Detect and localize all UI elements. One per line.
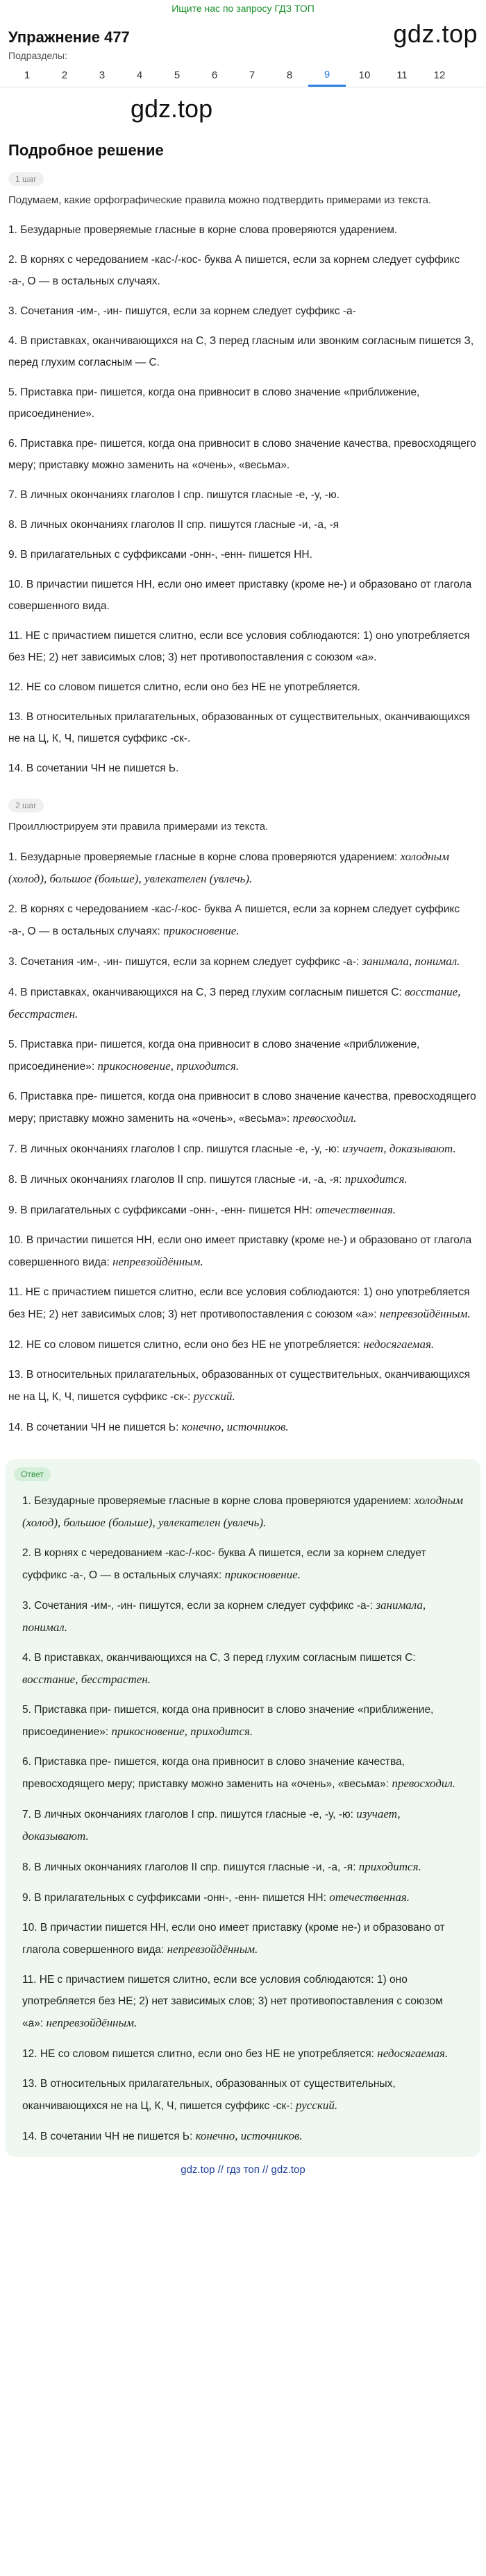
subsections-label: Подразделы: [8, 50, 67, 61]
rule-item: 4. В приставках, оканчивающихся на С, З перед гласным или звонким согласным пишется З, перед глухим согласным — С. [8, 335, 474, 368]
example-item [0, 946, 486, 977]
subsection-tab-9[interactable]: 9 [308, 65, 346, 87]
answer-rule-text: 1. Безударные проверяемые гласные в корне слова проверяются ударением: [22, 1495, 414, 1507]
example-rule-text: 7. В личных окончаниях глаголов I спр. пишутся гласные -е, -у, -ю: [8, 1143, 343, 1155]
rule-item: 2. В корнях с чередованием -кас-/-кос- буква А пишется, если за корнем следует суффикс -а-, О — в остальных случаях. [8, 254, 460, 287]
rule-item: 5. Приставка при- пишется, когда она привносит в слово значение «приближение, присоединение». [8, 386, 420, 420]
rule-item: 12. НЕ со словом пишется слитно, если оно без НЕ не употребляется. [8, 681, 360, 693]
rule-item: 9. В прилагательных с суффиксами -онн-, -енн- пишется НН. [8, 549, 312, 561]
answer-rule-text: 12. НЕ со словом пишется слитно, если оно без НЕ не употребляется: [22, 2048, 378, 2060]
rule-item: 3. Сочетания -им-, -ин- пишутся, если за корнем следует суффикс -а- [8, 305, 356, 317]
subsection-pager [0, 64, 486, 87]
answer-rule-text: 3. Сочетания -им-, -ин- пишутся, если за корнем следует суффикс -а-: [22, 1600, 376, 1612]
answer-item [11, 1643, 475, 1695]
answer-example-text: занимала, понимал. [22, 1598, 426, 1634]
example-rule-text: 5. Приставка при- пишется, когда она привносит в слово значение «приближение, присоединение»: [8, 1039, 420, 1073]
answer-rule-text: 2. В корнях с чередованием -кас-/-кос- буква А пишется, если за корнем следует суффикс -а-, О — в остальных случаях: [22, 1547, 426, 1581]
example-rule-text: 1. Безударные проверяемые гласные в корне слова проверяются ударением: [8, 851, 401, 863]
brand-logo[interactable]: gdz.top [393, 19, 478, 48]
subsection-tab-5[interactable]: 5 [174, 69, 181, 81]
example-rule-text: 3. Сочетания -им-, -ин- пишутся, если за корнем следует суффикс -а-: [8, 956, 362, 968]
step-1-badge: 1 шаг [8, 172, 44, 186]
example-example-text: холодным (холод), большое (больше), увлекателен (увлечь). [8, 850, 449, 885]
answer-item [11, 1913, 475, 1965]
rule-item: 13. В относительных прилагательных, образованных от существительных, оканчивающихся не на Ц, К, Ч, пишется суффикс -ск-. [8, 711, 471, 744]
subsection-tab-10[interactable]: 10 [358, 69, 371, 81]
answer-example-text: восстание, бесстрастен. [22, 1673, 151, 1686]
answer-item [11, 2038, 475, 2069]
answer-rule-text: 14. В сочетании ЧН не пишется Ь: [22, 2131, 196, 2142]
example-example-text: недосягаемая. [363, 1338, 435, 1351]
answer-item [11, 1538, 475, 1590]
rule-item: 10. В причастии пишется НН, если оно имеет приставку (кроме не-) и образовано от глагола совершенного вида. [8, 579, 472, 612]
step-1-list [0, 215, 486, 783]
answer-rule-text: 13. В относительных прилагательных, образованных от существительных, оканчивающихся не на Ц, К, Ч, пишется суффикс -ск-: [22, 2078, 396, 2112]
subsection-tab-7[interactable]: 7 [249, 69, 255, 81]
search-hint-link[interactable]: Ищите нас по запросу ГДЗ ТОП [171, 3, 315, 14]
answer-example-text: холодным (холод), большое (больше), увлекателен (увлечь). [22, 1494, 463, 1529]
subsection-tab-1[interactable]: 1 [24, 69, 31, 81]
example-example-text: русский. [193, 1390, 235, 1403]
example-rule-text: 6. Приставка пре- пишется, когда она привносит в слово значение качества, превосходящего меру; приставку можно заменить на «очень», «весьма»: [8, 1091, 476, 1125]
example-item [0, 977, 486, 1030]
example-example-text: изучает, доказывают. [342, 1142, 456, 1155]
answer-example-text: недосягаемая. [377, 2047, 449, 2060]
example-rule-text: 4. В приставках, оканчивающихся на С, З перед глухим согласным пишется С: [8, 987, 405, 998]
answer-example-text: прикосновение. [224, 1568, 301, 1581]
example-example-text: прикосновение, приходится. [97, 1059, 240, 1073]
answer-rule-text: 10. В причастии пишется НН, если оно имеет приставку (кроме не-) и образовано от глагола совершенного вида: [22, 1922, 445, 1956]
example-example-text: прикосновение. [163, 924, 240, 937]
example-item [0, 842, 486, 894]
example-item [0, 1277, 486, 1329]
answer-example-text: прикосновение, приходится. [111, 1725, 253, 1738]
example-example-text: непревзойдённым. [112, 1255, 203, 1268]
answer-example-text: приходится. [358, 1860, 421, 1873]
subsection-tab-6[interactable]: 6 [211, 69, 218, 81]
page-title: Упражнение 477 [8, 28, 130, 46]
answer-rule-text: 8. В личных окончаниях глаголов II спр. пишутся гласные -и, -а, -я: [22, 1861, 359, 1873]
example-example-text: конечно, источников. [181, 1420, 289, 1433]
answer-item [11, 1485, 475, 1538]
rule-item: 8. В личных окончаниях глаголов II спр. пишутся гласные -и, -а, -я [8, 519, 340, 531]
example-item [0, 894, 486, 946]
answer-item [11, 1882, 475, 1913]
example-rule-text: 13. В относительных прилагательных, образованных от существительных, оканчивающихся не на Ц, К, Ч, пишется суффикс -ск-: [8, 1369, 471, 1403]
example-rule-text: 14. В сочетании ЧН не пишется Ь: [8, 1422, 182, 1433]
footer-watermark: gdz.top // гдз топ // gdz.top [181, 2164, 305, 2176]
rule-item: 14. В сочетании ЧН не пишется Ь. [8, 762, 179, 774]
answer-rule-text: 7. В личных окончаниях глаголов I спр. пишутся гласные -е, -у, -ю: [22, 1809, 357, 1820]
example-example-text: отечественная. [315, 1203, 396, 1216]
subsection-tab-2[interactable]: 2 [61, 69, 68, 81]
answer-example-text: русский. [295, 2099, 338, 2112]
answer-item [11, 2121, 475, 2151]
answer-item [11, 2069, 475, 2121]
example-rule-text: 11. НЕ с причастием пишется слитно, если все условия соблюдаются: 1) оно употребляется без НЕ; 2) нет зависимых слов; 3) нет противопоставления с союзом «а»: [8, 1286, 470, 1320]
subsection-tab-3[interactable]: 3 [99, 69, 106, 81]
example-item [0, 1412, 486, 1442]
rule-item: 11. НЕ с причастием пишется слитно, если все условия соблюдаются: 1) оно употребляется без НЕ; 2) нет зависимых слов; 3) нет противопоставления с союзом «а». [8, 630, 470, 663]
answer-example-text: отечественная. [329, 1891, 410, 1904]
answer-item [11, 1747, 475, 1799]
answer-rule-text: 11. НЕ с причастием пишется слитно, если все условия соблюдаются: 1) оно употребляется без НЕ; 2) нет зависимых слов; 3) нет противопоставления с союзом «а»: [22, 1974, 443, 2029]
subsection-tab-12[interactable]: 12 [433, 69, 446, 81]
example-item [0, 1082, 486, 1134]
example-item [0, 1195, 486, 1225]
subsection-tab-4[interactable]: 4 [136, 69, 143, 81]
example-item [0, 1225, 486, 1277]
answer-rule-text: 5. Приставка при- пишется, когда она привносит в слово значение «приближение, присоединение»: [22, 1704, 434, 1738]
step-1-intro: Подумаем, какие орфографические правила можно подтвердить примерами из текста. [8, 194, 432, 206]
answer-example-text: непревзойдённым. [167, 1943, 258, 1956]
step-2-intro: Проиллюстрируем эти правила примерами из текста. [8, 821, 269, 833]
step-2-list [0, 842, 486, 1442]
subsection-tab-8[interactable]: 8 [286, 69, 293, 81]
answer-card [6, 1459, 480, 2157]
example-example-text: превосходил. [292, 1111, 357, 1125]
example-item [0, 1164, 486, 1195]
answer-item [11, 1852, 475, 1882]
example-item [0, 1030, 486, 1082]
answer-rule-text: 4. В приставках, оканчивающихся на С, З перед глухим согласным пишется С: [22, 1652, 416, 1664]
answer-rule-text: 6. Приставка пре- пишется, когда она привносит в слово значение качества, превосходящего меру; приставку можно заменить на «очень», «весьма»: [22, 1756, 405, 1790]
answer-item [11, 1590, 475, 1643]
rule-item: 1. Безударные проверяемые гласные в корне слова проверяются ударением. [8, 224, 398, 236]
answer-rule-text: 9. В прилагательных с суффиксами -онн-, -енн- пишется НН: [22, 1892, 330, 1904]
answer-example-text: изучает, доказывают. [22, 1807, 401, 1843]
step-1-block [0, 167, 486, 793]
answer-item [11, 1799, 475, 1852]
example-rule-text: 10. В причастии пишется НН, если оно имеет приставку (кроме не-) и образовано от глагола совершенного вида: [8, 1234, 472, 1268]
example-example-text: занимала, понимал. [362, 955, 460, 968]
subsection-tab-11[interactable]: 11 [396, 69, 408, 81]
answer-example-text: конечно, источников. [195, 2129, 303, 2142]
answer-list [11, 1485, 475, 2151]
step-2-block [0, 793, 486, 1452]
watermark-row [0, 87, 486, 132]
answer-badge: Ответ [14, 1467, 51, 1481]
example-example-text: восстание, бесстрастен. [8, 985, 461, 1021]
page-header [0, 19, 486, 48]
example-rule-text: 2. В корнях с чередованием -кас-/-кос- буква А пишется, если за корнем следует суффикс -а-, О — в остальных случаях: [8, 903, 460, 937]
example-example-text: приходится. [344, 1172, 408, 1186]
answer-item [11, 1695, 475, 1747]
example-item [0, 1360, 486, 1412]
solution-title: Подробное решение [8, 142, 164, 159]
example-rule-text: 8. В личных окончаниях глаголов II спр. пишутся гласные -и, -а, -я: [8, 1174, 345, 1186]
rule-item: 7. В личных окончаниях глаголов I спр. пишутся гласные -е, -у, -ю. [8, 489, 340, 501]
answer-example-text: превосходил. [392, 1777, 456, 1790]
example-item [0, 1134, 486, 1164]
example-rule-text: 12. НЕ со словом пишется слитно, если оно без НЕ не употребляется: [8, 1339, 364, 1351]
answer-item [11, 1965, 475, 2038]
example-example-text: непревзойдённым. [379, 1307, 471, 1320]
step-2-badge: 2 шаг [8, 799, 44, 812]
example-item [0, 1329, 486, 1360]
rule-item: 6. Приставка пре- пишется, когда она привносит в слово значение качества, превосходящего меру; приставку можно заменить на «очень», «весьма». [8, 438, 476, 471]
answer-example-text: непревзойдённым. [46, 2016, 137, 2029]
example-rule-text: 9. В прилагательных с суффиксами -онн-, -енн- пишется НН: [8, 1204, 316, 1216]
watermark: gdz.top [131, 94, 213, 123]
